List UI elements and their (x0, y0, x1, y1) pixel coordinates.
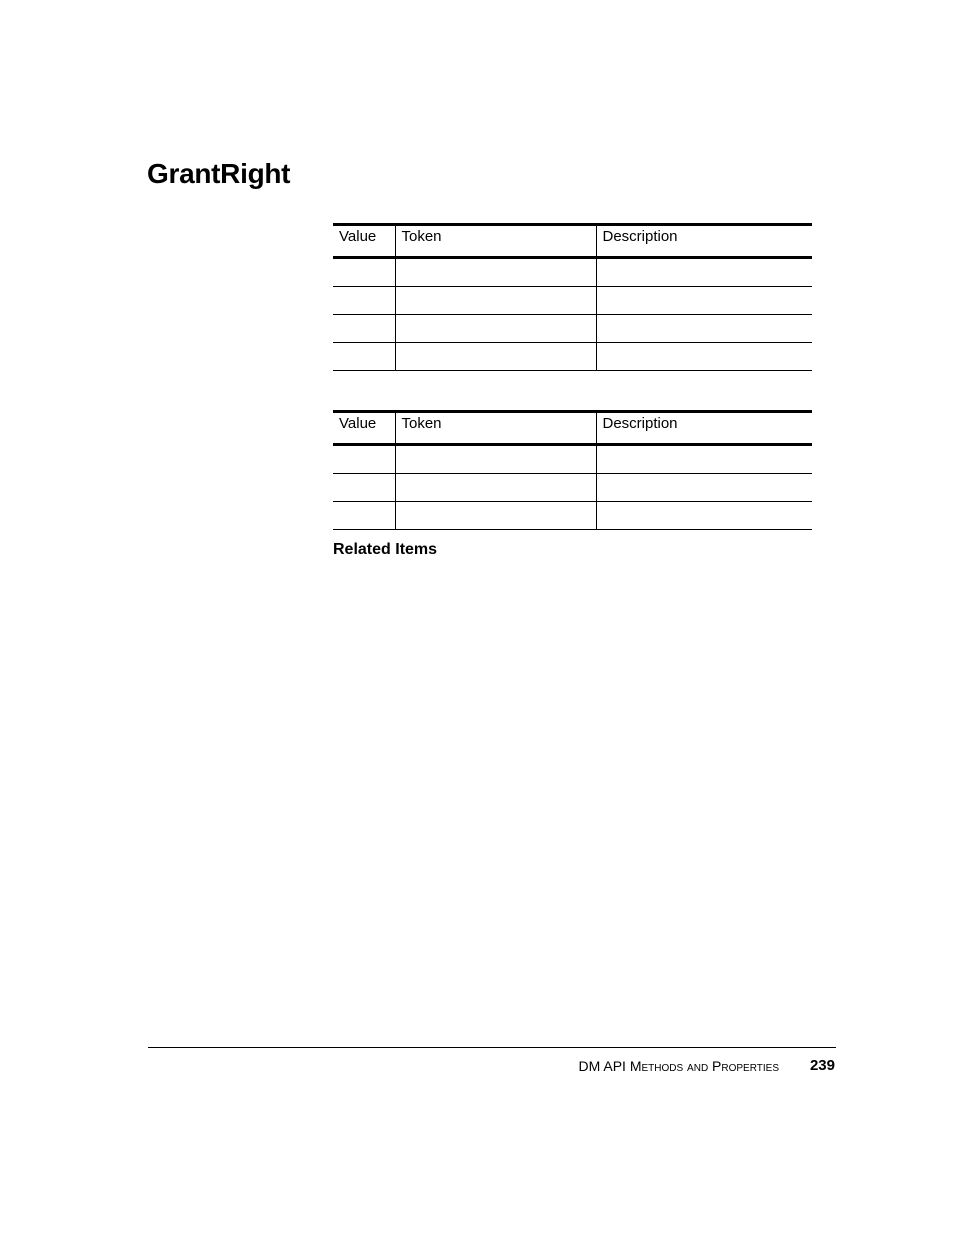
table-header-row (333, 225, 812, 258)
column-header-token: Token (395, 225, 596, 258)
value-token-table-2 (333, 410, 812, 530)
column-header-token: Token (395, 412, 596, 445)
table-cell (596, 445, 812, 474)
table-cell (333, 315, 395, 343)
column-header-value: Value (333, 412, 395, 445)
table-cell (333, 258, 395, 287)
column-header-description: Description (596, 225, 812, 258)
table-cell (333, 502, 395, 530)
table-cell (395, 445, 596, 474)
related-items-heading: Related Items (333, 541, 438, 558)
table-cell (333, 445, 395, 474)
table-cell (596, 258, 812, 287)
table-cell (596, 287, 812, 315)
table-cell (395, 258, 596, 287)
table-row (333, 445, 812, 474)
table-cell (395, 343, 596, 371)
table-cell (395, 502, 596, 530)
table-row (333, 474, 812, 502)
table-cell (596, 343, 812, 371)
table-cell (596, 502, 812, 530)
table-cell (596, 474, 812, 502)
table-row (333, 287, 812, 315)
table-row (333, 502, 812, 530)
page-title: GrantRight (147, 158, 291, 189)
table-cell (333, 343, 395, 371)
table-cell (333, 474, 395, 502)
table-cell (333, 287, 395, 315)
table-row (333, 343, 812, 371)
column-header-value: Value (333, 225, 395, 258)
table-row (333, 258, 812, 287)
table-cell (395, 315, 596, 343)
table-header-row (333, 412, 812, 445)
footer-divider (148, 1047, 836, 1048)
column-header-description: Description (596, 412, 812, 445)
table-cell (596, 315, 812, 343)
page-number: 239 (809, 1057, 835, 1074)
table-cell (395, 474, 596, 502)
table-row (333, 315, 812, 343)
table-cell (395, 287, 596, 315)
value-token-table-1 (333, 223, 812, 371)
footer-section-title: DM API Methods and Properties (578, 1058, 779, 1074)
